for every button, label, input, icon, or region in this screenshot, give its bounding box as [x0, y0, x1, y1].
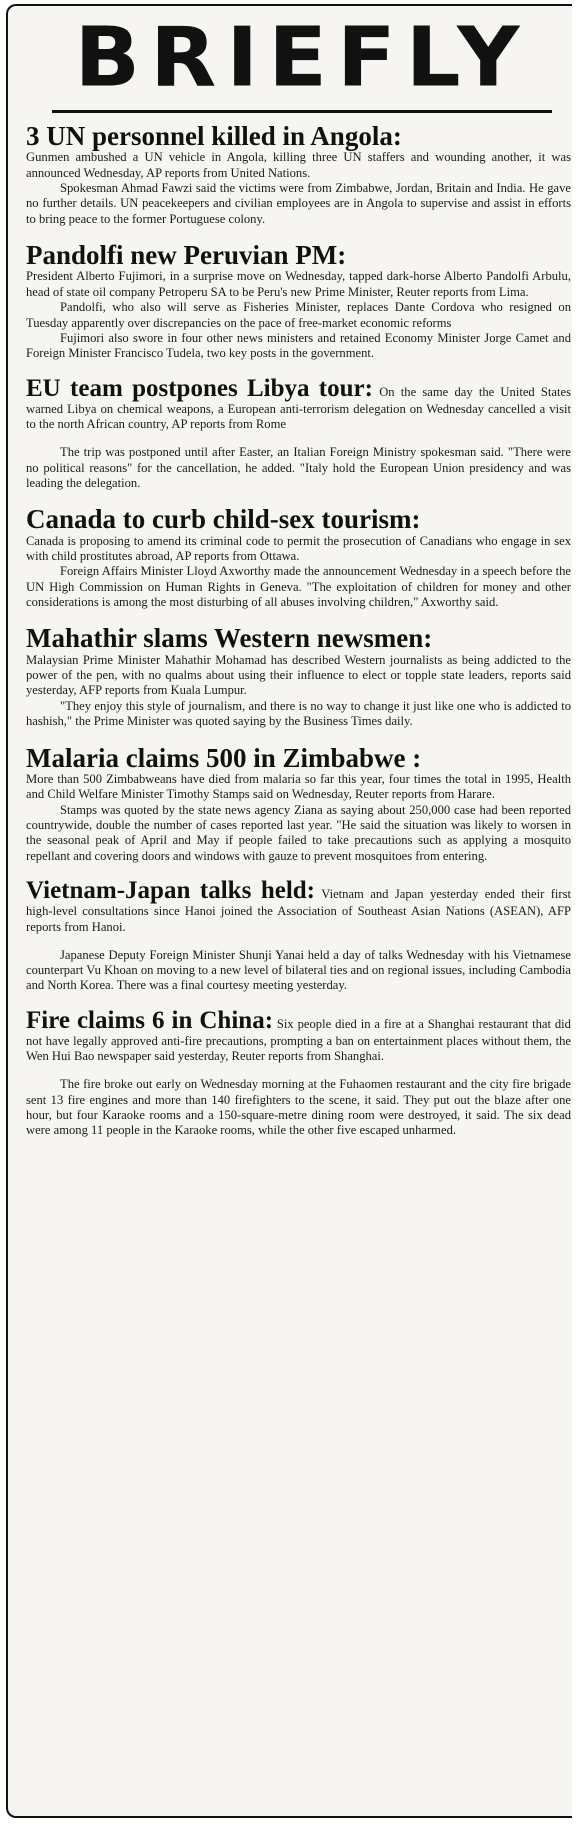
headline: EU team postpones Libya tour: — [26, 374, 373, 402]
article-paragraph: Fujimori also swore in four other news ministers and retained Economy Minister Jorge Camet and Foreign Minister Francisco Tudela, two key posts in the government. — [26, 330, 571, 361]
masthead-rule — [52, 110, 552, 113]
headline: Pandolfi new Peruvian PM: — [26, 240, 347, 271]
article-paragraph: The fire broke out early on Wednesday morning at the Fuhaomen restaurant and the city fire brigade sent 13 fire engines and more than 140 firefighters to the scene, it said. They put out the blaze after one hour, but four Karaoke rooms and a 150-square-metre dining room were destroyed, it said. The six dead were among 11 people in the Karaoke rooms, while the other five escaped unharmed. — [26, 1077, 571, 1138]
headline: Fire claims 6 in China: — [26, 1006, 274, 1034]
masthead — [56, 12, 548, 104]
headline: Vietnam-Japan talks held: — [26, 877, 316, 905]
article-paragraph: Spokesman Ahmad Fawzi said the victims were from Zimbabwe, Jordan, Britain and India. He gave no further details. UN peacekeepers and civilian employees are in Angola to supervise and assist in efforts to bring peace to the former Portuguese colony. — [26, 181, 571, 226]
article-paragraph: Foreign Affairs Minister Lloyd Axworthy made the announcement Wednesday in a speech before the UN High Commission on Human Rights in Geneva. "The exploitation of children for money and other considerations is among the most disturbing of all abuses involving children," Axworthy said. — [26, 564, 571, 610]
article-zimbabwe — [26, 744, 571, 865]
headline: Mahathir slams Western newsmen: — [26, 623, 433, 654]
article-paragraph: The trip was postponed until after Easter, an Italian Foreign Ministry spokesman said. "There were no political reasons" for the cancellation, he added. "Italy hold the European Union presidency and was leading the delegation. — [26, 445, 571, 490]
article-paragraph: Pandolfi, who also will serve as Fisheries Minister, replaces Dante Cordova who resigned on Tuesday apparently over discrepancies on the pace of free-market economic reforms — [26, 300, 571, 330]
headline: Canada to curb child-sex tourism: — [26, 504, 421, 535]
newspaper-clipping — [6, 4, 572, 1818]
article-lead — [26, 1008, 571, 1065]
article-peru — [26, 241, 571, 362]
article-lead-text: Vietnam and Japan yesterday ended their first high-level consultations since Hanoi joined the Association of Southeast Asian Nations (ASEAN), AFP reports from Hanoi. — [26, 887, 572, 934]
article-list — [26, 122, 571, 1153]
article-lead — [26, 878, 571, 935]
article-china — [26, 1008, 571, 1139]
article-angola — [26, 122, 571, 227]
article-canada — [26, 505, 571, 610]
article-lead — [26, 376, 571, 433]
article-lead: Gunmen ambushed a UN vehicle in Angola, killing three UN staffers and wounding another, it was announced Wednesday, AP reports from United Nations. — [26, 150, 571, 180]
article-paragraph: Stamps was quoted by the state news agency Ziana as saying about 250,000 case had been reported countrywide, double the number of cases reported last year. "He said the situation was likely to worsen in the seasonal peak of April and May if people failed to take precautions such as applying a mosquito repellant and covering doors and windows with gauze to prevent mosquitoes from entering. — [26, 802, 571, 863]
article-paragraph: Japanese Deputy Foreign Minister Shunji Yanai held a day of talks Wednesday with his Vietnamese counterpart Vu Khoan on moving to a new level of bilateral ties and on regional issues, including Cambodia and North Korea. There was a final courtesy meeting yesterday. — [26, 947, 571, 993]
article-lead: Malaysian Prime Minister Mahathir Mohamad has described Western journalists as being addicted to the power of the pen, with no qualms about using their influence to elect or topple state leaders, reports said yesterday, AFP reports from Kuala Lumpur. — [26, 652, 571, 698]
article-lead: Canada is proposing to amend its criminal code to permit the prosecution of Canadians who engage in sex with child prostitutes abroad, AP reports from Ottawa. — [26, 533, 571, 563]
article-vietnam-japan — [26, 878, 571, 994]
masthead-title: BRIEFLY — [74, 10, 530, 106]
article-lead-text: Six people died in a fire at a Shanghai restaurant that did not have legally approved anti-fire precautions, prompting a ban on entertainment places without them, the Wen Hui Bao newspaper said yesterday, Reuter reports from Shanghai. — [26, 1016, 571, 1064]
article-lead-text: On the same day the United States warned Libya on chemical weapons, a European anti-terrorism delegation on Wednesday cancelled a visit to the north African country, AP reports from Rome — [26, 384, 571, 432]
headline: 3 UN personnel killed in Angola: — [26, 121, 402, 151]
article-lead: President Alberto Fujimori, in a surprise move on Wednesday, tapped dark-horse Alberto Pandolfi Arbulu, head of state oil company Petroperu SA to be Peru's new Prime Minister, Reuter reports from Lima. — [26, 269, 571, 299]
article-paragraph: "They enjoy this style of journalism, and there is no way to change it just like one who is addicted to hashish," the Prime Minister was quoted saying by the Business Times daily. — [26, 698, 571, 729]
headline: Malaria claims 500 in Zimbabwe : — [26, 742, 422, 773]
article-libya — [26, 376, 571, 492]
article-lead: More than 500 Zimbabweans have died from malaria so far this year, four times the total in 1995, Health and Child Welfare Minister Timothy Stamps said on Wednesday, Reuter reports from Harare. — [26, 771, 571, 802]
article-malaysia — [26, 624, 571, 729]
